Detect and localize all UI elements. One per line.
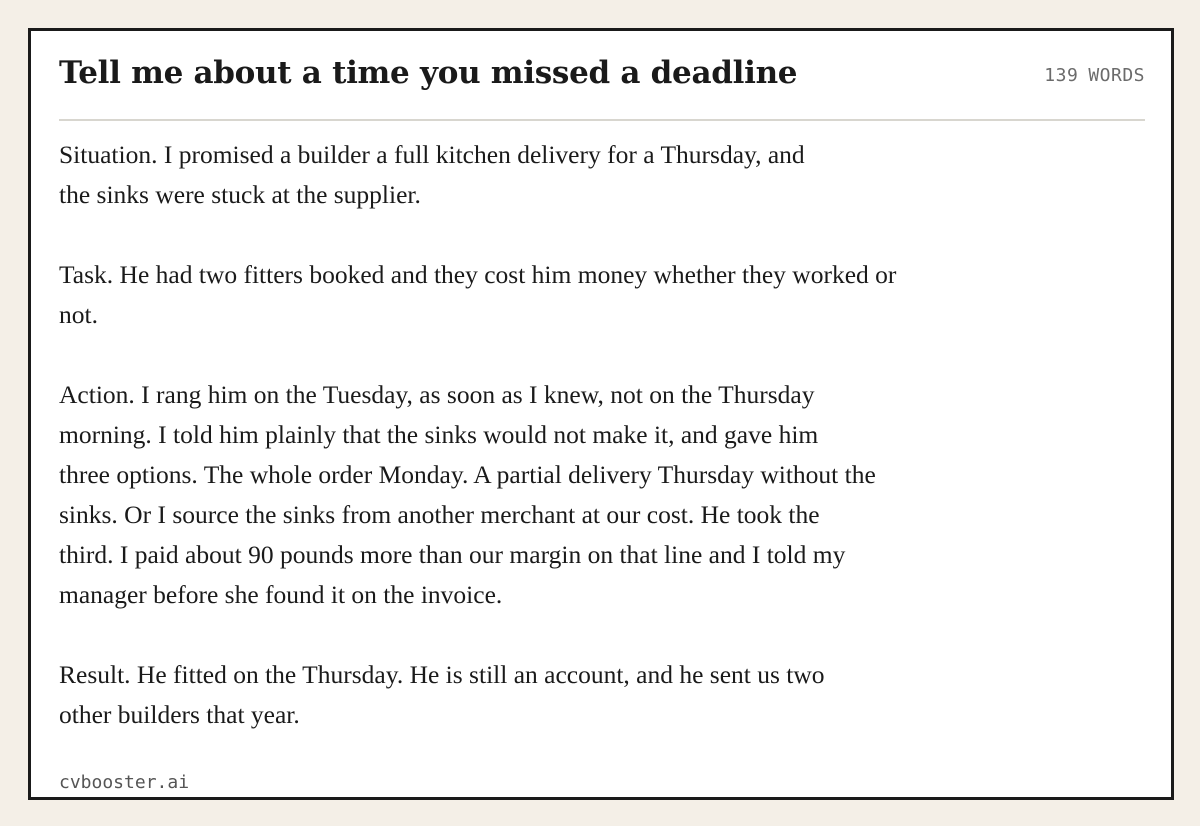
paragraph-line: sinks. Or I source the sinks from another merchant at our cost. He took the	[59, 500, 820, 529]
paragraph-line: manager before she found it on the invoice.	[59, 580, 503, 609]
paragraph-line: Result. He fitted on the Thursday. He is still an account, and he sent us two	[59, 660, 825, 689]
answer-card	[28, 28, 1174, 800]
word-count	[1044, 65, 1145, 86]
paragraph-line: other builders that year.	[59, 700, 300, 729]
word-count-value: 139	[1044, 65, 1079, 86]
brand-footer: cvbooster.ai	[59, 772, 190, 793]
paragraph-line: the sinks were stuck at the supplier.	[59, 180, 421, 209]
paragraph-task	[59, 255, 1059, 335]
paragraph-line: Task. He had two fitters booked and they cost him money whether they worked or	[59, 260, 897, 289]
paragraph-line: Situation. I promised a builder a full kitchen delivery for a Thursday, and	[59, 140, 805, 169]
paragraph-action	[59, 375, 1059, 615]
paragraph-situation	[59, 135, 1059, 215]
paragraph-line: morning. I told him plainly that the sinks would not make it, and gave him	[59, 420, 819, 449]
paragraph-line: not.	[59, 300, 98, 329]
paragraph-result	[59, 655, 1059, 735]
paragraph-line: third. I paid about 90 pounds more than our margin on that line and I told my	[59, 540, 846, 569]
answer-body	[59, 135, 1059, 775]
paragraph-line: three options. The whole order Monday. A partial delivery Thursday without the	[59, 460, 876, 489]
question-title: Tell me about a time you missed a deadline	[59, 55, 798, 91]
paragraph-line: Action. I rang him on the Tuesday, as soon as I knew, not on the Thursday	[59, 380, 815, 409]
card-header	[59, 49, 1145, 121]
word-count-unit: WORDS	[1088, 65, 1145, 86]
